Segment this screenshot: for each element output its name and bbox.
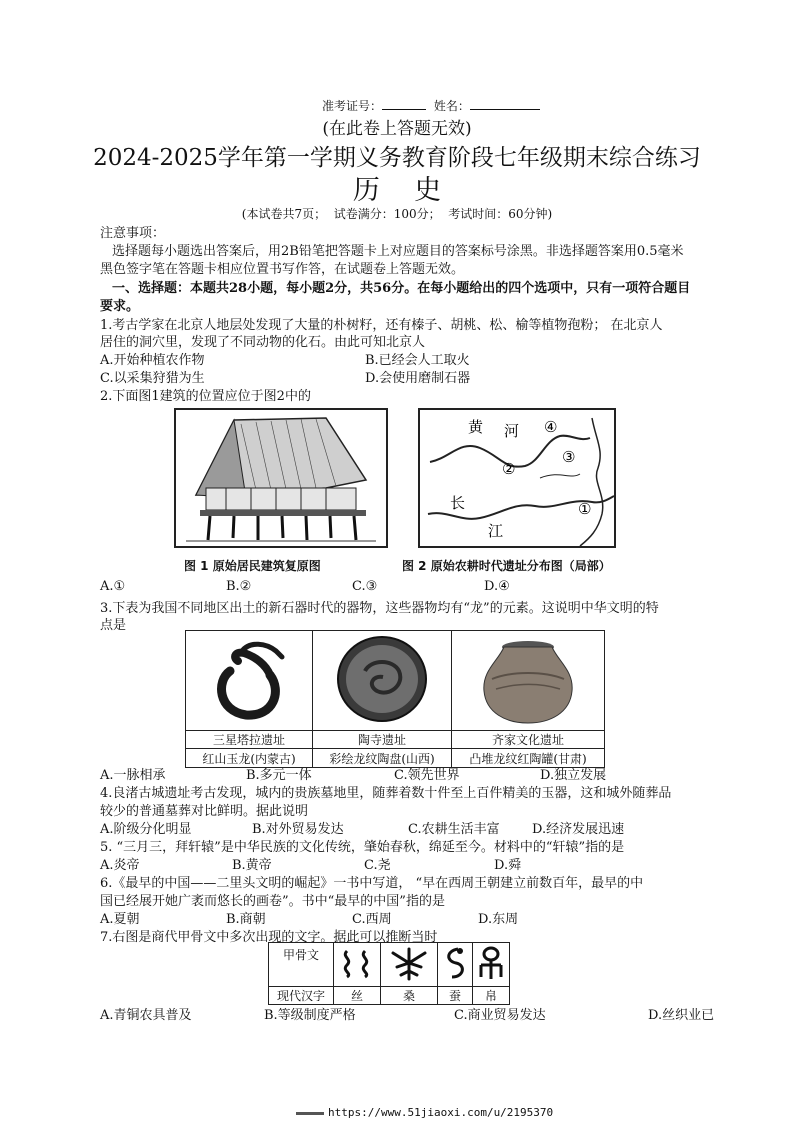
artifact-2-name: 彩绘龙纹陶盘(山西) xyxy=(313,749,452,768)
artifact-table xyxy=(185,630,605,768)
q4-stem-1: 4.良渚古城遗址考古发现，城内的贵族墓地里，随葬着数十件至上百件精美的玉器，这和城外随葬品 xyxy=(100,786,672,801)
q3-option-a: A.一脉相承 xyxy=(100,768,166,783)
q2-option-c: C.③ xyxy=(352,579,378,594)
artifact-2-site: 陶寺遗址 xyxy=(313,731,452,749)
q5-option-c: C.尧 xyxy=(364,858,391,873)
site-distribution-map xyxy=(420,410,614,546)
map-label-chang: 长 xyxy=(450,496,466,512)
oracle-char-can xyxy=(438,943,473,987)
q3-option-b: B.多元一体 xyxy=(246,768,312,783)
figure-2-map xyxy=(418,408,616,548)
figure-1-stilt-house xyxy=(174,408,388,548)
q7-option-d: D.丝织业已 xyxy=(648,1008,715,1023)
q4-option-b: B.对外贸易发达 xyxy=(252,822,344,837)
q6-stem-2: 国已经展开她广袤而悠长的画卷”。书中“最早的中国”指的是 xyxy=(100,894,445,909)
artifact-1-site: 三星塔拉遗址 xyxy=(186,731,313,749)
q5-option-a: A.炎帝 xyxy=(100,858,140,873)
artifact-cell-painted-plate xyxy=(313,631,452,731)
page-title: 2024-2025学年第一学期义务教育阶段七年级期末综合练习 xyxy=(93,145,701,171)
q3-stem-2: 点是 xyxy=(100,618,127,633)
q2-option-b: B.② xyxy=(226,579,252,594)
jade-dragon-image xyxy=(186,631,312,727)
modern-char-2: 桑 xyxy=(381,987,438,1005)
q4-option-c: C.农耕生活丰富 xyxy=(408,822,500,837)
pottery-jar-image xyxy=(452,631,604,727)
map-marker-2: ② xyxy=(502,460,516,478)
q6-option-d: D.东周 xyxy=(478,912,519,927)
map-label-jiang: 江 xyxy=(488,524,504,540)
oracle-bone-table xyxy=(268,942,510,1005)
painted-plate-image xyxy=(313,631,451,727)
q1-option-d: D.会使用磨制石器 xyxy=(365,371,471,386)
figure-1-caption: 图 1 原始居民建筑复原图 xyxy=(184,559,321,573)
oracle-char-bo xyxy=(473,943,510,987)
map-marker-1: ① xyxy=(578,500,592,518)
map-label-he: 河 xyxy=(504,424,520,440)
q3-option-c: C.领先世界 xyxy=(394,768,460,783)
q4-option-d: D.经济发展迅速 xyxy=(532,822,625,837)
q4-stem-2: 较少的普通墓葬对比鲜明。据此说明 xyxy=(100,804,309,819)
section1-line-2: 要求。 xyxy=(100,299,140,314)
q6-option-b: B.商朝 xyxy=(226,912,266,927)
q3-option-d: D.独立发展 xyxy=(540,768,607,783)
figure-2-caption: 图 2 原始农耕时代遗址分布图（局部） xyxy=(402,559,611,573)
q6-stem-1: 6.《最早的中国——二里头文明的崛起》一书中写道， “早在西周王朝建立前数百年，最早的中 xyxy=(100,876,644,891)
exam-id-label: 准考证号： 姓名： xyxy=(322,97,540,114)
modern-row-label: 现代汉字 xyxy=(269,987,334,1005)
q1-option-c: C.以采集狩猎为生 xyxy=(100,371,205,386)
notes-heading: 注意事项： xyxy=(100,226,166,241)
artifact-cell-pottery-jar xyxy=(452,631,605,731)
notes-line-2: 黑色签字笔在答题卡相应位置书写作答，在试题卷上答题无效。 xyxy=(100,262,465,277)
footer-logo-mark xyxy=(296,1112,324,1115)
modern-char-3: 蚕 xyxy=(438,987,473,1005)
q2-stem: 2.下面图1建筑的位置应位于图2中的 xyxy=(100,389,311,404)
q5-stem: 5. “三月三，拜轩辕”是中华民族的文化传统，肇始春秋，绵延至今。材料中的“轩辕”指的是 xyxy=(100,840,625,855)
q3-stem-1: 3.下表为我国不同地区出土的新石器时代的器物，这些器物均有“龙”的元素。这说明中华文明的特 xyxy=(100,601,659,616)
modern-char-1: 丝 xyxy=(334,987,381,1005)
q6-option-a: A.夏朝 xyxy=(100,912,140,927)
q4-option-a: A.阶级分化明显 xyxy=(100,822,192,837)
map-label-huang: 黄 xyxy=(468,420,484,436)
q7-option-b: B.等级制度严格 xyxy=(264,1008,356,1023)
section1-line-1: 一、选择题：本题共28小题，每小题2分，共56分。在每小题给出的四个选项中，只有一项符合题目 xyxy=(112,281,691,296)
q1-option-a: A.开始种植农作物 xyxy=(100,353,205,368)
q2-option-d: D.④ xyxy=(484,579,510,594)
q7-option-a: A.青铜农具普及 xyxy=(100,1008,192,1023)
stilt-house-drawing xyxy=(176,410,386,546)
q1-stem-2: 居住的洞穴里，发现了不同动物的化石。由此可知北京人 xyxy=(100,335,426,350)
oracle-row-label: 甲骨文 xyxy=(269,943,334,987)
q5-option-d: D.舜 xyxy=(494,858,522,873)
artifact-cell-jade-dragon xyxy=(186,631,313,731)
q7-stem: 7.右图是商代甲骨文中多次出现的文字。据此可以推断当时 xyxy=(100,930,438,945)
q7-option-c: C.商业贸易发达 xyxy=(454,1008,546,1023)
artifact-3-name: 凸堆龙纹红陶罐(甘肃) xyxy=(452,749,605,768)
exam-meta: (本试卷共7页； 试卷满分：100分； 考试时间：60分钟) xyxy=(241,207,553,221)
q2-option-a: A.① xyxy=(100,579,126,594)
modern-char-4: 帛 xyxy=(473,987,510,1005)
oracle-char-sang xyxy=(381,943,438,987)
oracle-char-si xyxy=(334,943,381,987)
map-marker-3: ③ xyxy=(562,448,576,466)
invalid-note: (在此卷上答题无效) xyxy=(322,119,472,139)
q5-option-b: B.黄帝 xyxy=(232,858,272,873)
map-marker-4: ④ xyxy=(544,418,558,436)
q6-option-c: C.西周 xyxy=(352,912,392,927)
q1-stem-1: 1.考古学家在北京人地层处发现了大量的朴树籽，还有榛子、胡桃、松、榆等植物孢粉； 在北京人 xyxy=(100,318,663,333)
artifact-1-name: 红山玉龙(内蒙古) xyxy=(186,749,313,768)
notes-line-1: 选择题每小题选出答案后，用2B铅笔把答题卡上对应题目的答案标号涂黑。非选择题答案用0.5毫米 xyxy=(112,244,684,259)
artifact-3-site: 齐家文化遗址 xyxy=(452,731,605,749)
q1-option-b: B.已经会人工取火 xyxy=(365,353,470,368)
footer-url: https://www.51jiaoxi.com/u/2195370 xyxy=(296,1106,553,1119)
subject-title: 历 史 xyxy=(352,175,442,206)
